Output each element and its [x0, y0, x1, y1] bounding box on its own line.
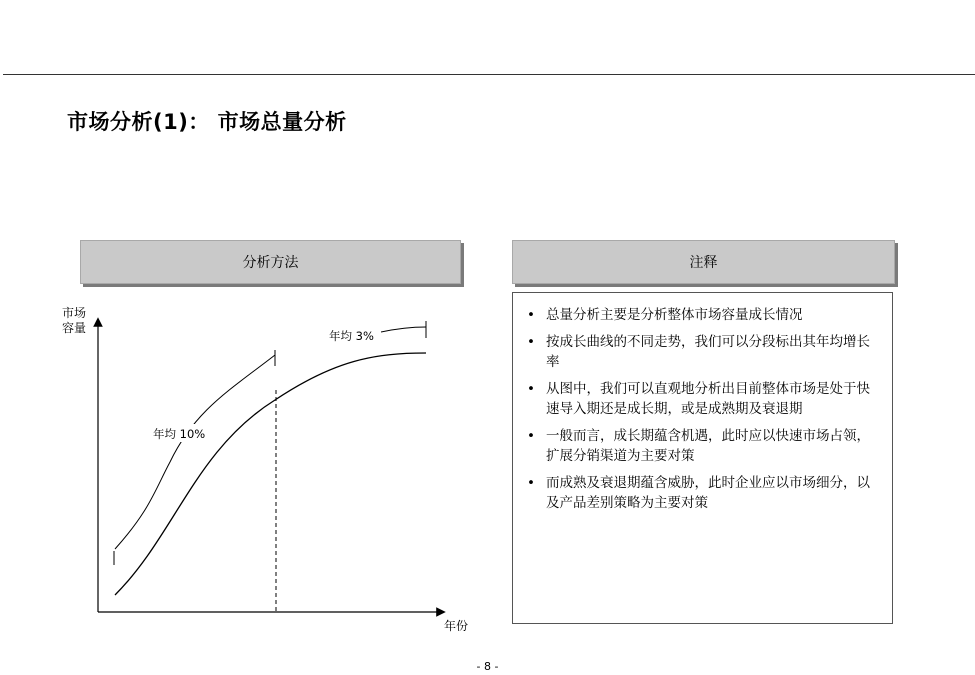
note-item: • 总量分析主要是分析整体市场容量成长情况: [527, 305, 882, 325]
note-item: • 一般而言，成长期蕴含机遇，此时应以快速市场占领， 扩展分销渠道为主要对策: [527, 426, 882, 466]
growth-curve: [115, 353, 426, 595]
notes-header: 注释: [512, 240, 895, 284]
growth-bracket-high: [115, 355, 275, 549]
note-item: • 而成熟及衰退期蕴含威胁，此时企业应以市场细分，以 及产品差别策略为主要对策: [527, 473, 882, 513]
note-item: • 按成长曲线的不同走势，我们可以分段标出其年均增长 率: [527, 332, 882, 372]
growth-high-label: 年均 10%: [153, 427, 206, 441]
method-header: 分析方法: [80, 240, 461, 284]
top-divider: [3, 74, 975, 75]
note-item: • 从图中，我们可以直观地分析出目前整体市场是处于快 速导入期还是成长期，或是成熟期及衰退期: [527, 379, 882, 419]
notes-box: [512, 292, 893, 624]
y-axis-label-line2: 容量: [62, 321, 87, 335]
x-axis-label: 年份: [444, 619, 469, 633]
page-title: 市场分析(1)： 市场总量分析: [67, 110, 347, 134]
page-number: - 8 -: [476, 660, 499, 673]
y-axis-label-line1: 市场: [62, 306, 87, 320]
growth-bracket-low: [381, 327, 426, 332]
growth-curve-diagram: [55, 300, 475, 640]
growth-low-label: 年均 3%: [329, 329, 374, 343]
